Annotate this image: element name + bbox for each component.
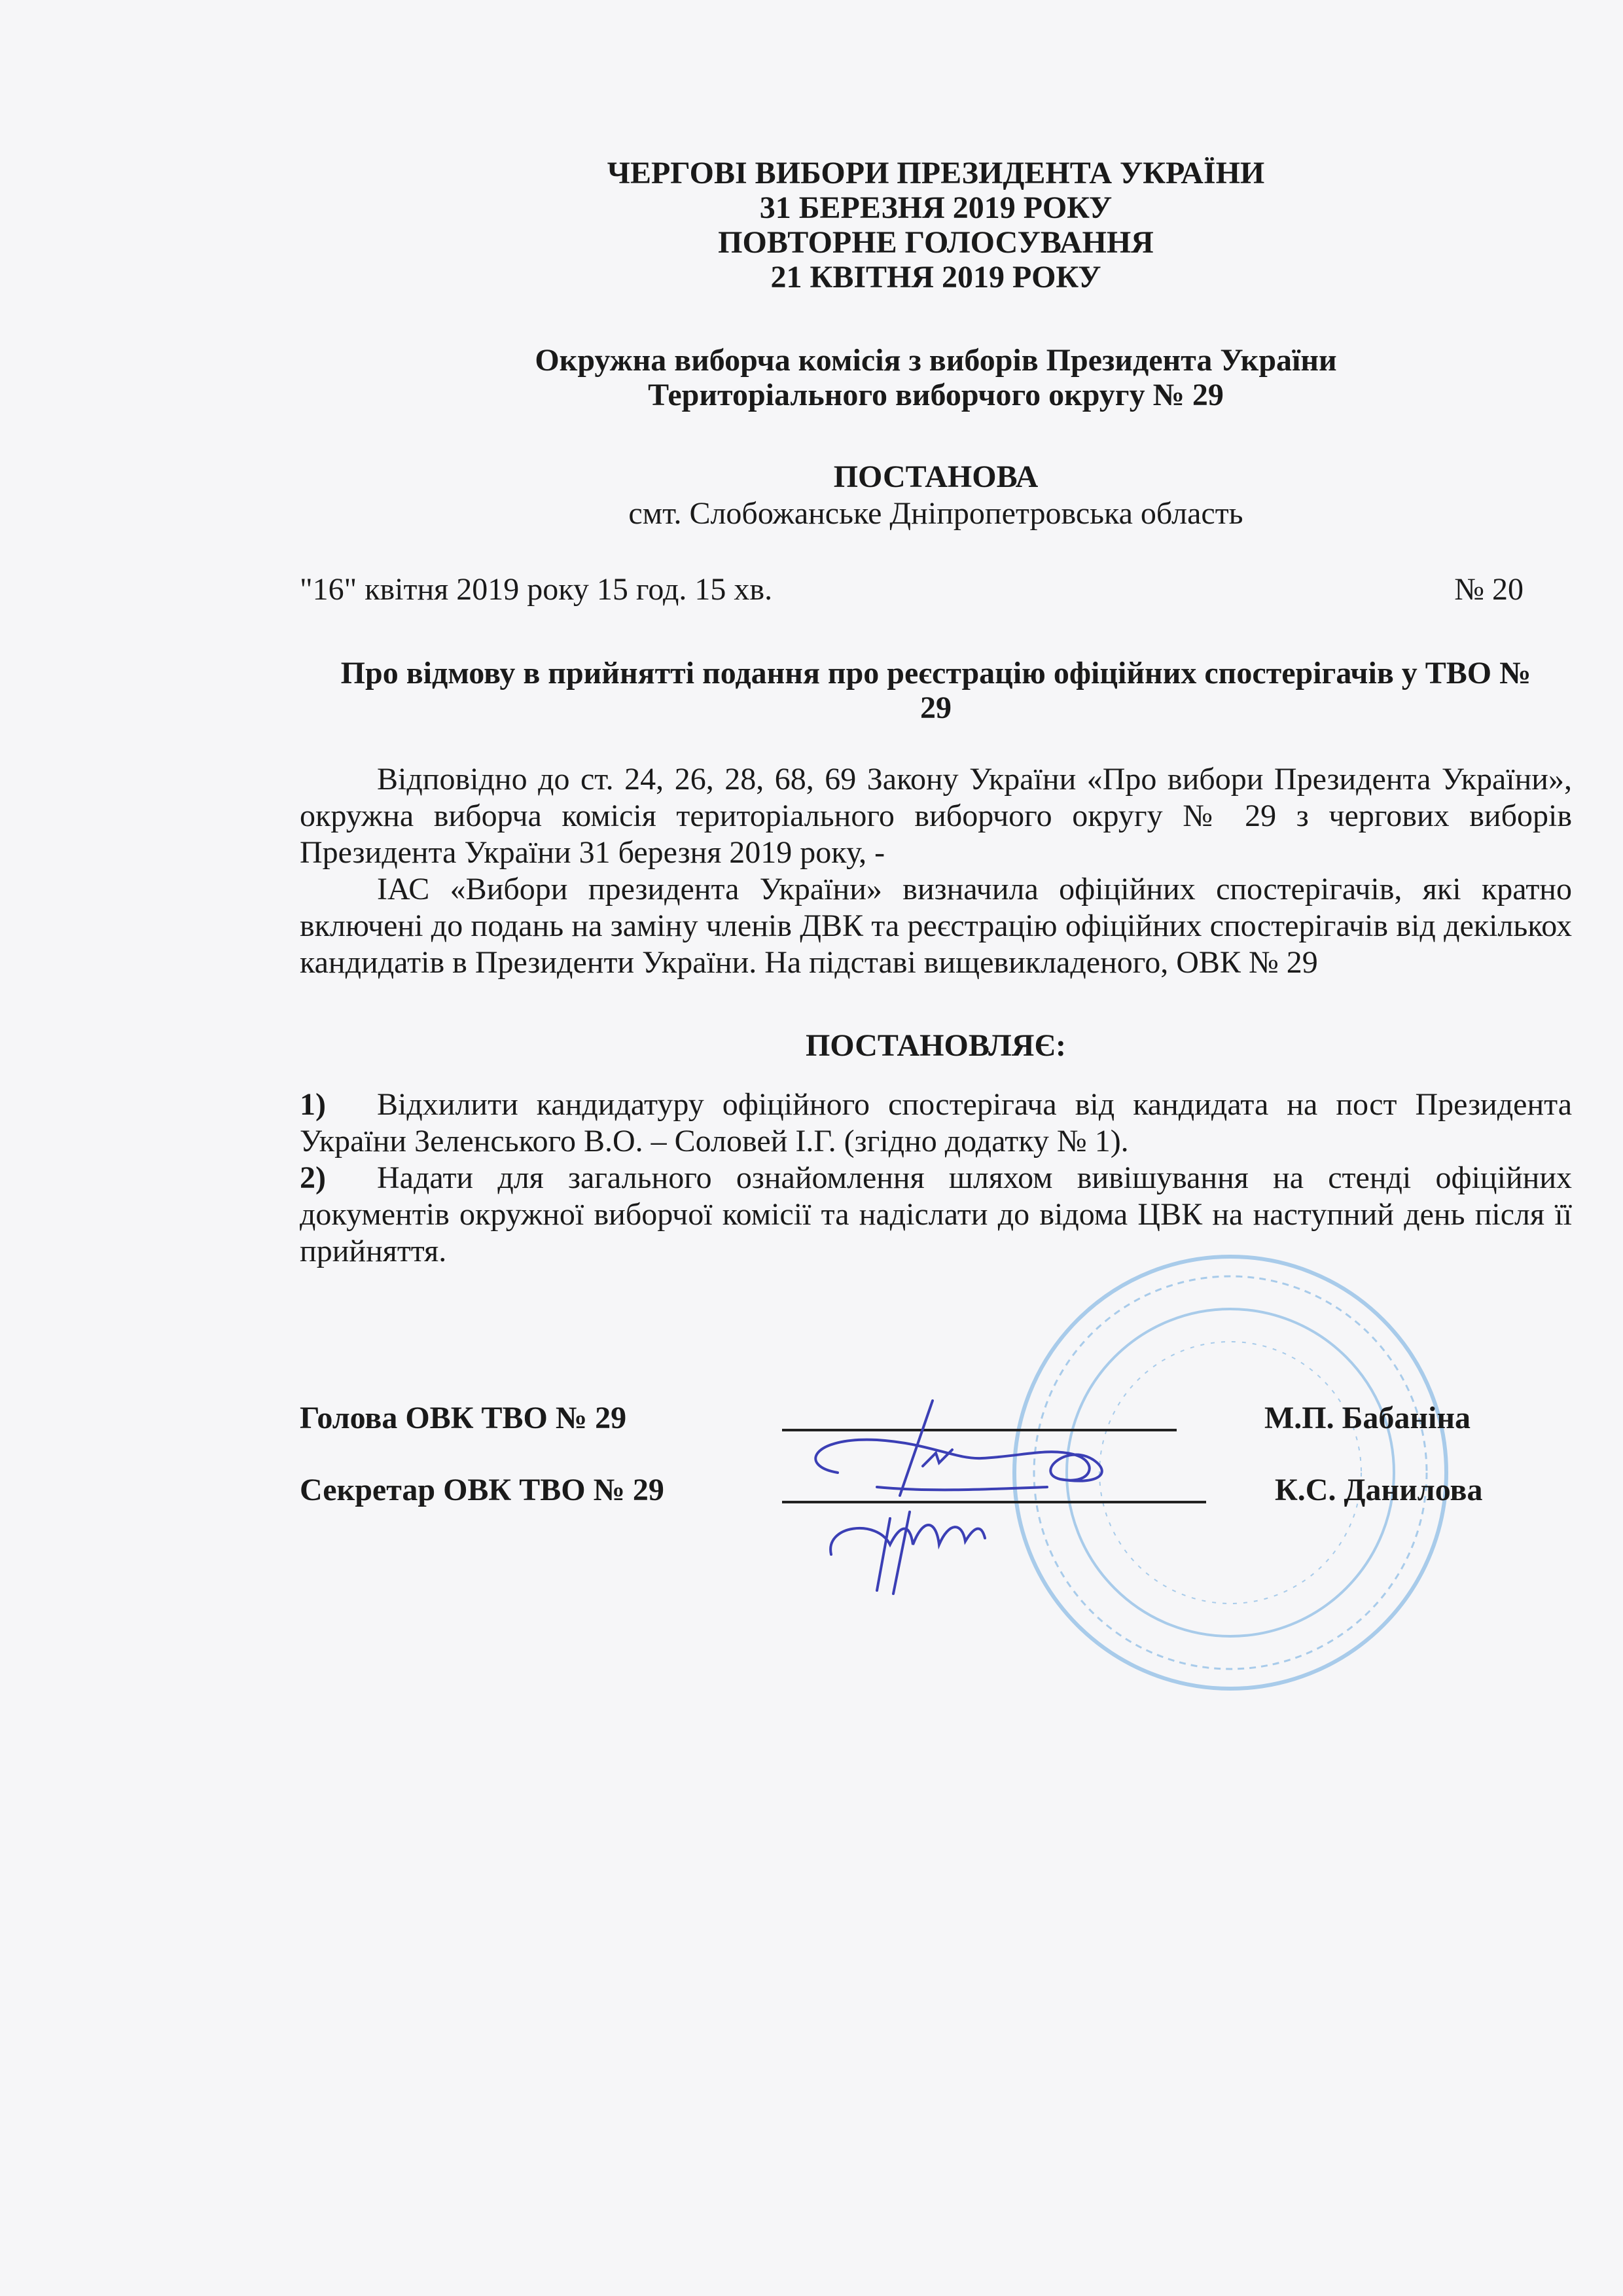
commission-name xyxy=(300,343,1572,412)
item-text: Відхилити кандидатуру офіційного спостерігача від кандидата на пост Президента України Зеленського В.О. – Соловей І.Г. (згідно додатку № 1). xyxy=(300,1087,1572,1158)
subject-line: Про відмову в прийнятті подання про реєстрацію офіційних спостерігачів у ТВО № xyxy=(340,656,1531,691)
resolves-heading: ПОСТАНОВЛЯЄ: xyxy=(805,1028,1067,1063)
preamble xyxy=(300,761,1572,981)
decree-number: № 20 xyxy=(1454,572,1524,607)
paragraph: Відповідно до ст. 24, 26, 28, 68, 69 Закону України «Про вибори Президента України», окружна виборча комісія територіального виборчого округу № 29 з чергових виборів Президента України 31 березня 2019 року, - xyxy=(300,762,1572,870)
paragraph: ІАС «Вибори президента України» визначила офіційних спостерігачів, які кратно включені до подань на заміну членів ДВК та реєстрацію офіційних спостерігачів від декількох кандидатів в Президенти України. На підставі вищевикладеного, ОВК № 29 xyxy=(300,872,1572,980)
subject-line: 29 xyxy=(920,691,952,725)
signatory-name: К.С. Данилова xyxy=(1275,1473,1483,1507)
resolution-items xyxy=(300,1086,1572,1270)
decree-date-row xyxy=(300,572,1524,607)
handwritten-signatures xyxy=(785,1374,1211,1597)
signature-role: Голова ОВК ТВО № 29 xyxy=(300,1401,627,1435)
decree-place: смт. Слобожанське Дніпропетровська область xyxy=(628,496,1243,531)
header-line: 31 БЕРЕЗНЯ 2019 РОКУ xyxy=(759,190,1113,225)
resolution-item xyxy=(300,1160,1572,1270)
item-number: 1) xyxy=(300,1087,326,1122)
decree-subject xyxy=(300,656,1572,725)
election-header xyxy=(300,156,1572,295)
commission-line: Територіального виборчого округу № 29 xyxy=(648,378,1224,412)
decree-date: "16" квітня 2019 року 15 год. 15 хв. xyxy=(300,572,773,607)
item-number: 2) xyxy=(300,1160,326,1195)
decree-title: ПОСТАНОВА xyxy=(833,459,1039,494)
signature-chairman xyxy=(815,1440,1102,1481)
document-body xyxy=(300,0,1572,1507)
signature-role: Секретар ОВК ТВО № 29 xyxy=(300,1473,664,1507)
commission-line: Окружна виборча комісія з виборів Президента України xyxy=(535,343,1337,378)
header-line: 21 КВІТНЯ 2019 РОКУ xyxy=(770,260,1101,295)
header-line: ЧЕРГОВІ ВИБОРИ ПРЕЗИДЕНТА УКРАЇНИ xyxy=(607,156,1265,190)
item-text: Надати для загального ознайомлення шляхом вивішування на стенді офіційних документів окружної виборчої комісії та надіслати до відома ЦВК на наступний день після її прийняття. xyxy=(300,1160,1572,1268)
signatory-name: М.П. Бабаніна xyxy=(1264,1401,1471,1435)
header-line: ПОВТОРНЕ ГОЛОСУВАННЯ xyxy=(718,225,1154,260)
resolution-item xyxy=(300,1086,1572,1160)
signature-secretary xyxy=(830,1512,985,1594)
